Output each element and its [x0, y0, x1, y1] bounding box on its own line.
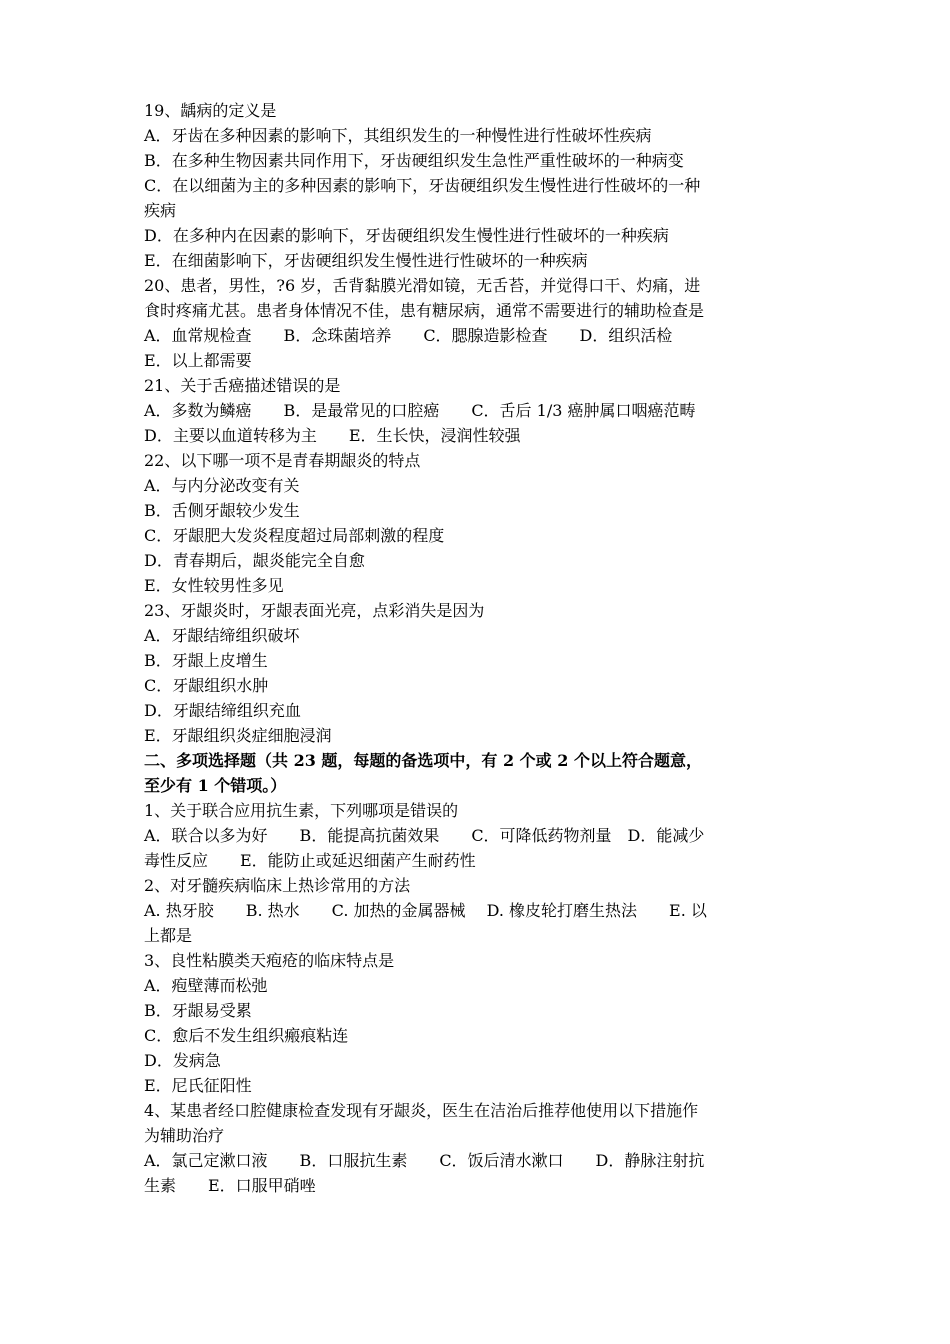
text-line: D．牙龈结缔组织充血 — [144, 701, 301, 720]
text-line: D．青春期后，龈炎能完全自愈 — [144, 551, 365, 570]
text-line: 2、对牙髓疾病临床上热诊常用的方法 — [144, 876, 411, 895]
text-line: E．女性较男性多见 — [144, 576, 284, 595]
text-line: D．在多种内在因素的影响下，牙齿硬组织发生慢性进行性破坏的一种疾病 — [144, 226, 669, 245]
text-line: A. 热牙胶 B. 热水 C. 加热的金属器械 D. 橡皮轮打磨生热法 E. 以 — [144, 901, 707, 920]
text-line: A．与内分泌改变有关 — [144, 476, 300, 495]
text-line: E．牙龈组织炎症细胞浸润 — [144, 726, 332, 745]
text-line: 1、关于联合应用抗生素，下列哪项是错误的 — [144, 801, 459, 820]
text-line: D．主要以血道转移为主 E．生长快，浸润性较强 — [144, 426, 521, 445]
text-line: 毒性反应 E．能防止或延迟细菌产生耐药性 — [144, 851, 476, 870]
text-line: D．发病急 — [144, 1051, 221, 1070]
text-line: 21、关于舌癌描述错误的是 — [144, 376, 341, 395]
text-line: E．以上都需要 — [144, 351, 252, 370]
text-line: 生素 E．口服甲硝唑 — [144, 1176, 316, 1195]
text-line: C．牙龈组织水肿 — [144, 676, 269, 695]
text-line: 为辅助治疗 — [144, 1126, 225, 1145]
section-heading-line: 至少有 1 个错项。） — [144, 776, 287, 795]
text-line: A．多数为鳞癌 B．是最常见的口腔癌 C．舌后 1/3 癌肿属口咽癌范畴 — [144, 401, 696, 420]
text-line: C．牙龈肥大发炎程度超过局部刺激的程度 — [144, 526, 445, 545]
text-line: 疾病 — [144, 201, 177, 220]
text-line: B．牙龈上皮增生 — [144, 651, 268, 670]
text-line: A．牙龈结缔组织破坏 — [144, 626, 300, 645]
text-line: E．尼氏征阳性 — [144, 1076, 252, 1095]
text-line: B．牙龈易受累 — [144, 1001, 252, 1020]
text-line: 19、龋病的定义是 — [144, 101, 277, 120]
text-line: E．在细菌影响下，牙齿硬组织发生慢性进行性破坏的一种疾病 — [144, 251, 588, 270]
text-line: 20、患者，男性，?6 岁，舌背黏膜光滑如镜，无舌苔，并觉得口干、灼痛，进 — [144, 276, 701, 295]
text-line: B．在多种生物因素共同作用下，牙齿硬组织发生急性严重性破坏的一种病变 — [144, 151, 684, 170]
text-line: 4、某患者经口腔健康检查发现有牙龈炎，医生在洁治后推荐他使用以下措施作 — [144, 1101, 699, 1120]
text-line: 食时疼痛尤甚。患者身体情况不佳，患有糖尿病，通常不需要进行的辅助检查是 — [144, 301, 705, 320]
section-heading-line: 二、多项选择题（共 23 题，每题的备选项中，有 2 个或 2 个以上符合题意， — [144, 751, 702, 770]
text-line: 3、良性粘膜类天疱疮的临床特点是 — [144, 951, 395, 970]
text-line: A．血常规检查 B．念珠菌培养 C．腮腺造影检查 D．组织活检 — [144, 326, 673, 345]
text-line: B．舌侧牙龈较少发生 — [144, 501, 300, 520]
text-line: C．愈后不发生组织瘢痕粘连 — [144, 1026, 349, 1045]
text-line: A．疱壁薄而松弛 — [144, 976, 268, 995]
text-line: C．在以细菌为主的多种因素的影响下，牙齿硬组织发生慢性进行性破坏的一种 — [144, 176, 701, 195]
text-line: 上都是 — [144, 926, 193, 945]
text-line: 23、牙龈炎时，牙龈表面光亮，点彩消失是因为 — [144, 601, 485, 620]
text-line: A．联合以多为好 B．能提高抗菌效果 C．可降低药物剂量 D．能减少 — [144, 826, 705, 845]
text-line: A．牙齿在多种因素的影响下，其组织发生的一种慢性进行性破坏性疾病 — [144, 126, 652, 145]
document-page — [144, 98, 810, 1198]
text-line: 22、以下哪一项不是青春期龈炎的特点 — [144, 451, 421, 470]
text-line: A．氯己定漱口液 B．口服抗生素 C．饭后清水漱口 D．静脉注射抗 — [144, 1151, 705, 1170]
